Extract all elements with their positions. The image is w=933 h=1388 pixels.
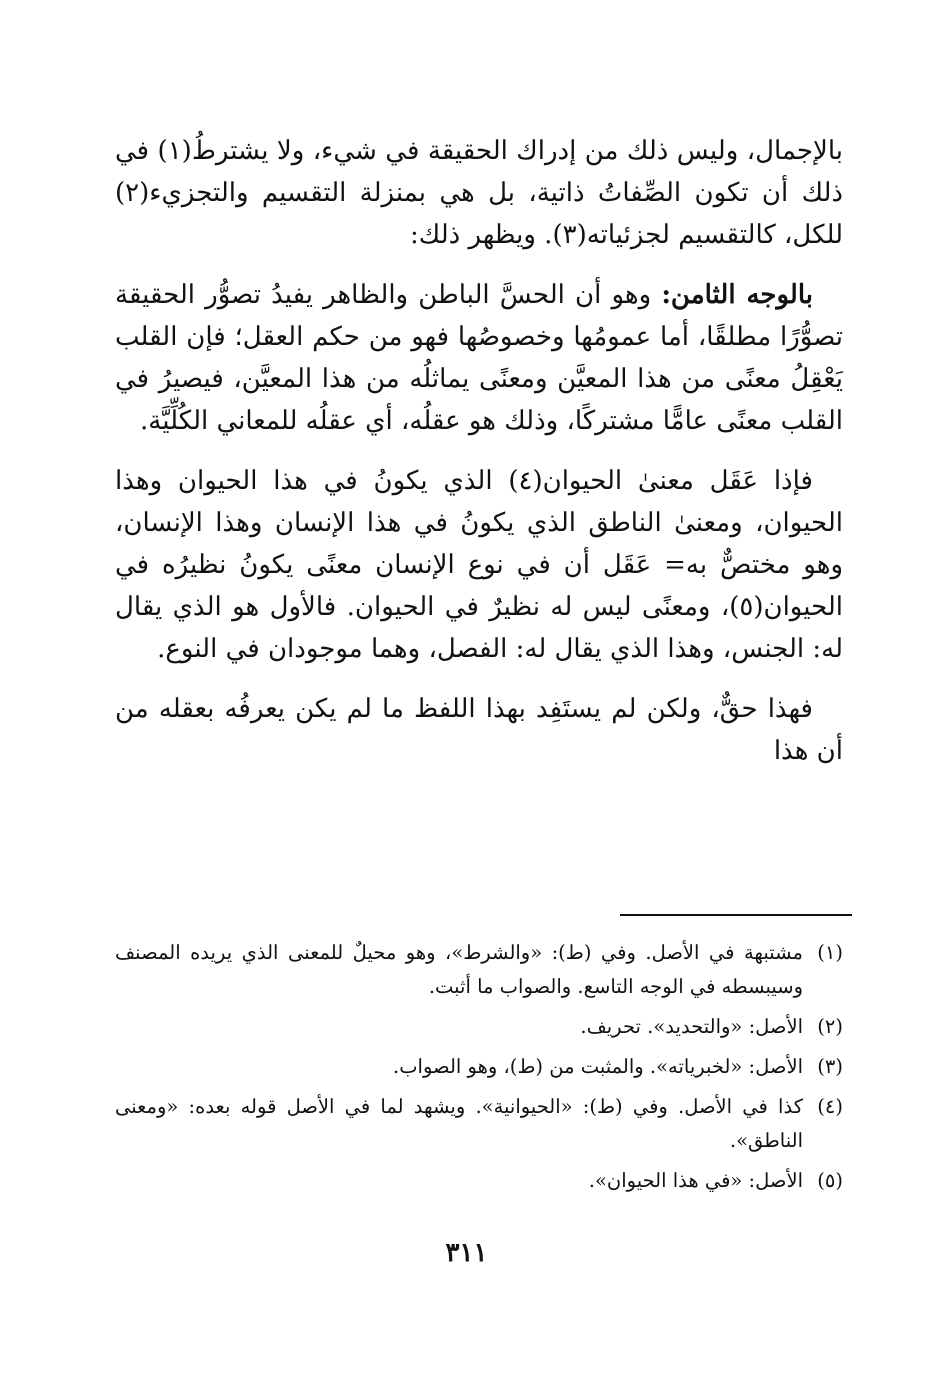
page-number: ٣١١: [445, 1238, 488, 1268]
footnote-text: كذا في الأصل. وفي (ط): «الحيوانية». ويشهد لما في الأصل قوله بعده: «ومعنى الناطق».: [115, 1095, 803, 1152]
footnote-text: الأصل: «في هذا الحيوان».: [588, 1169, 803, 1192]
footnote: [115, 1010, 843, 1044]
paragraph-3: فإذا عَقَل معنىٰ الحيوان(٤) الذي يكونُ في هذا الحيوان وهذا الحيوان، ومعنىٰ الناطق الذي يكونُ في هذا الإنسان وهذا الإنسان، وهو مختصٌّ به= عَقَل أن في نوع الإنسان معنًى يكونُ نظيرُه في الحيوان(٥)، ومعنًى ليس له نظيرٌ في الحيوان. فالأول هو الذي يقال له: الجنس، وهذا الذي يقال له: الفصل، وهما موجودان في النوع.: [115, 466, 844, 664]
footnote-text: مشتبهة في الأصل. وفي (ط): «والشرط»، وهو محيلٌ للمعنى الذي يريده المصنف وسيبسطه في الوجه التاسع. والصواب ما أثبت.: [115, 941, 803, 998]
footnote: [115, 1164, 843, 1198]
footnote-number: (١): [817, 941, 843, 964]
footnote-text: الأصل: «لخبرياته». والمثبت من (ط)، وهو الصواب.: [393, 1055, 803, 1078]
footnote-number: (٣): [817, 1055, 843, 1078]
paragraph-4: فهذا حقٌّ، ولكن لم يستَفِد بهذا اللفظ ما لم يكن يعرفُه بعقله من أن هذا: [115, 694, 843, 766]
paragraph-1: بالإجمال، وليس ذلك من إدراك الحقيقة في شيء، ولا يشترطُ(١) في ذلك أن تكون الصِّفاتُ ذاتية، بل هي بمنزلة التقسيم والتجزيء(٢) للكل، كالتقسيم لجزئياته(٣). ويظهر ذلك:: [115, 136, 843, 250]
footnote: [115, 936, 843, 1004]
footnote-separator: [620, 914, 852, 916]
footnote: [115, 1050, 843, 1084]
footnote-number: (٢): [817, 1015, 843, 1038]
main-text: [115, 130, 843, 790]
footnote-number: (٤): [817, 1095, 843, 1118]
footnotes: [115, 936, 843, 1204]
paragraph-2: بالوجه الثامن: وهو أن الحسَّ الباطن والظاهر يفيدُ تصوُّر الحقيقة تصوُّرًا مطلقًا، أما عمومُها وخصوصُها فهو من حكم العقل؛ فإن القلب يَعْقِلُ معنًى من هذا المعيَّن ومعنًى يماثلُه من هذا المعيَّن، فيصيرُ في القلب معنًى عامًّا مشتركًا، وذلك هو عقلُه، أي عقلُه للمعاني الكُلِّيَّة.: [115, 280, 843, 436]
footnote: [115, 1090, 843, 1158]
paragraph-lead: بالوجه الثامن:: [661, 280, 813, 310]
footnote-number: (٥): [817, 1169, 843, 1192]
footnote-text: الأصل: «والتحديد». تحريف.: [580, 1015, 803, 1038]
